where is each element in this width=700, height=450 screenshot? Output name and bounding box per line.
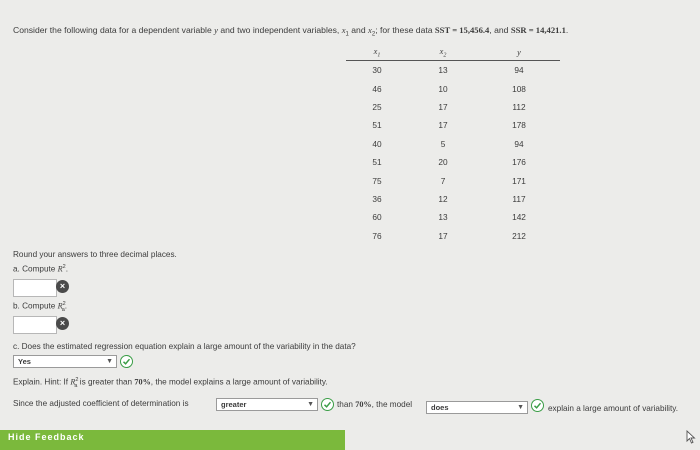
table-header-row — [346, 45, 560, 61]
table-cell: 17 — [438, 120, 448, 131]
table-cell: 176 — [512, 157, 526, 168]
table-cell: 108 — [512, 83, 526, 94]
table-row — [346, 79, 560, 97]
part-c-selected-value: Yes — [18, 357, 31, 366]
hide-feedback-label: Hide Feedback — [8, 432, 85, 442]
problem-text: and — [351, 25, 366, 35]
table-row — [346, 135, 560, 153]
var-y: y — [214, 25, 218, 35]
hint-text: is greater than — [79, 377, 133, 387]
table-cell: 13 — [438, 212, 448, 223]
table-cell: 5 — [440, 138, 446, 149]
table-row — [346, 153, 560, 171]
table-cell: 17 — [438, 230, 448, 241]
var-x2: x — [368, 25, 372, 35]
table-cell: 13 — [438, 65, 448, 76]
table-cell: 25 — [372, 101, 382, 112]
var-x1-sub: 1 — [345, 31, 349, 38]
chevron-down-icon: ▼ — [517, 404, 524, 411]
adjusted-r-squared-input[interactable] — [13, 316, 57, 334]
data-table — [346, 45, 560, 245]
problem-text: ; for these data — [375, 25, 433, 35]
part-b-label — [13, 301, 67, 313]
table-cell: 17 — [438, 101, 448, 112]
hint-text: , the model explains a large amount of variability. — [150, 377, 328, 387]
ssr-value: SSR = 14,421.1 — [510, 25, 566, 35]
part-c-select[interactable] — [13, 355, 117, 368]
comparison-selected-value: greater — [221, 400, 247, 409]
sentence-percent: 70% — [355, 400, 372, 409]
table-cell: 7 — [440, 175, 446, 186]
check-icon — [321, 398, 334, 411]
r-sup: 2 — [75, 377, 79, 383]
table-cell: 30 — [372, 65, 382, 76]
explain-hint — [13, 377, 328, 389]
table-cell: 51 — [372, 157, 382, 168]
table-cell: 112 — [512, 101, 526, 112]
cursor-icon — [686, 430, 696, 444]
round-note: Round your answers to three decimal places. — [13, 250, 177, 259]
header-x2: $x_2$ — [408, 45, 478, 61]
r-symbol: R — [70, 377, 76, 387]
sentence-text: than — [337, 400, 353, 409]
table-cell: 46 — [372, 83, 382, 94]
part-a-dot: . — [65, 264, 68, 274]
table-cell: 36 — [372, 193, 382, 204]
r-sub: a — [74, 383, 78, 390]
table-cell: 178 — [512, 120, 526, 131]
part-c-question: c. Does the estimated regression equation explain a large amount of the variability in the data? — [13, 342, 356, 351]
table-row — [346, 98, 560, 116]
table-cell: 40 — [372, 138, 382, 149]
hint-text: Explain. Hint: If — [13, 377, 69, 387]
r-sub: a — [61, 307, 65, 314]
check-icon — [120, 355, 133, 368]
header-y: y — [478, 45, 560, 61]
table-cell: 10 — [438, 83, 448, 94]
check-icon — [531, 399, 544, 412]
r-squared-input[interactable] — [13, 279, 57, 297]
table-cell: 51 — [372, 120, 382, 131]
error-icon: × — [56, 317, 69, 330]
part-a-text: a. Compute — [13, 264, 56, 274]
header-x1: $x_1$ — [346, 45, 408, 61]
part-a-label — [13, 264, 68, 274]
table-cell: 60 — [372, 212, 382, 223]
table-cell: 94 — [514, 65, 524, 76]
part-b-text: b. Compute — [13, 301, 56, 311]
problem-text: Consider the following data for a dependent variable — [13, 25, 212, 35]
table-cell: 94 — [514, 138, 524, 149]
chevron-down-icon: ▼ — [307, 401, 314, 408]
var-x1: x — [341, 25, 346, 35]
sentence-text: , the model — [371, 400, 413, 409]
sentence-suffix: explain a large amount of variability. — [548, 404, 679, 413]
table-cell: 212 — [512, 230, 526, 241]
table-row — [346, 116, 560, 134]
sentence-prefix: Since the adjusted coefficient of determination is — [13, 399, 189, 408]
sentence-middle — [337, 400, 412, 409]
part-b-dot: . — [64, 301, 68, 311]
chevron-down-icon: ▼ — [106, 358, 113, 365]
table-cell: 117 — [512, 193, 526, 204]
problem-text: and two independent variables, — [220, 25, 340, 35]
comparison-select[interactable] — [216, 398, 318, 411]
problem-statement — [13, 25, 568, 38]
table-row — [346, 190, 560, 208]
problem-text: . — [565, 25, 569, 35]
table-cell: 76 — [372, 230, 382, 241]
table-row — [346, 227, 560, 245]
model-explains-select[interactable] — [426, 401, 528, 414]
table-cell: 142 — [512, 212, 526, 223]
hint-percent: 70% — [134, 377, 151, 387]
table-cell: 75 — [372, 175, 382, 186]
table-row — [346, 61, 560, 80]
r-symbol: R — [57, 301, 63, 311]
sst-value: SST = 15,456.4 — [434, 25, 490, 35]
table-row — [346, 171, 560, 189]
model-explains-selected-value: does — [431, 403, 449, 412]
error-icon: × — [56, 280, 69, 293]
table-cell: 171 — [512, 175, 526, 186]
table-cell: 12 — [438, 193, 448, 204]
r-sup: 2 — [62, 264, 66, 270]
var-x2-sub: 2 — [371, 31, 376, 38]
table-row — [346, 208, 560, 226]
problem-text: , and — [489, 25, 509, 35]
table-cell: 20 — [438, 157, 448, 168]
r-symbol: R — [57, 264, 63, 274]
r-sup: 2 — [62, 301, 66, 307]
